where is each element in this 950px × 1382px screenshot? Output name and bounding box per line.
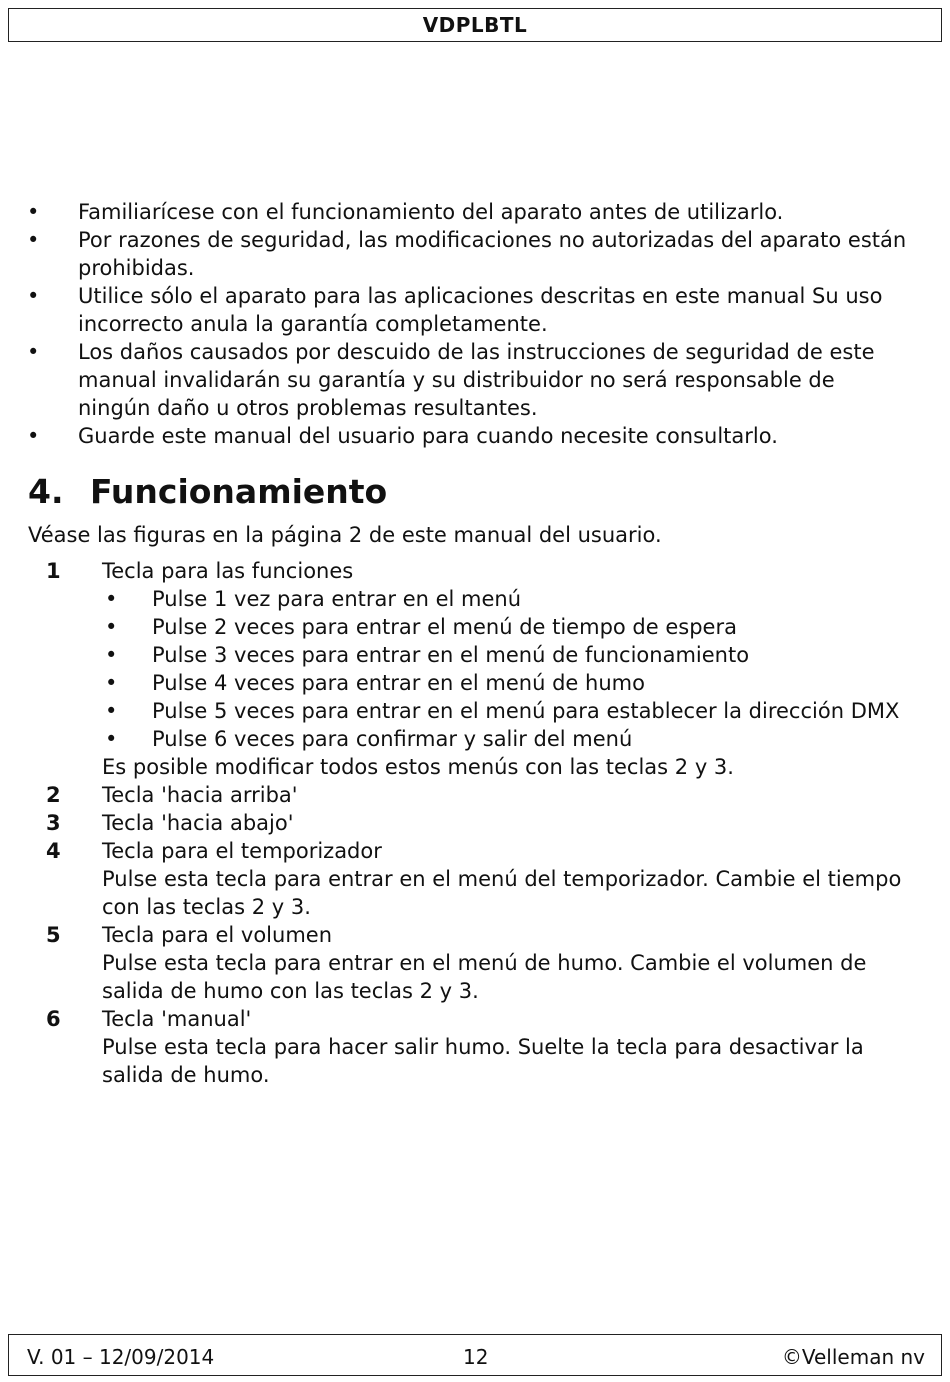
bullet-icon: • [105,671,118,695]
item-number: 2 [46,783,61,807]
item-number: 6 [46,1007,61,1031]
bullet-icon: • [27,424,40,448]
item-number: 5 [46,923,61,947]
list-item [0,781,902,809]
bullet-item: • Utilice sólo el aparato para las aplicaciones descritas en este manual Su uso incorrecto anula la garantía completamente. [27,284,883,336]
bullet-icon: • [105,699,118,723]
footer-copyright: ©Velleman nv [781,1345,925,1369]
sub-bullet-item: • Pulse 6 veces para confirmar y salir del menú [105,727,633,751]
section-heading [28,472,387,512]
sub-bullet-item: • Pulse 3 veces para entrar en el menú de funcionamiento [105,643,750,667]
section-intro: Véase las figuras en la página 2 de este manual del usuario. [28,523,662,547]
item-description: Pulse esta tecla para hacer salir humo. Suelte la tecla para desactivar la salida de humo. [102,1035,864,1087]
item-number: 3 [46,811,61,835]
key-description-list [0,557,950,1089]
bullet-icon: • [27,228,40,252]
footer-version: V. 01 – 12/09/2014 [27,1345,215,1369]
sub-bullet-item: • Pulse 1 vez para entrar en el menú [105,587,522,611]
item-number: 1 [46,559,61,583]
item-description: Pulse esta tecla para entrar en el menú del temporizador. Cambie el tiempo con las teclas 2 y 3. [102,867,902,919]
bullet-icon: • [27,340,40,364]
list-item [0,837,902,921]
bullet-item: • Familiarícese con el funcionamiento del aparato antes de utilizarlo. [27,200,784,224]
item-note: Es posible modificar todos estos menús con las teclas 2 y 3. [102,755,734,779]
document-title: VDPLBTL [422,13,528,37]
bullet-item: • Por razones de seguridad, las modificaciones no autorizadas del aparato están prohibidas. [27,228,907,280]
bullet-icon: • [105,587,118,611]
page-footer [8,1334,942,1376]
list-item [0,1005,902,1089]
sub-bullet-item: • Pulse 2 veces para entrar el menú de tiempo de espera [105,615,737,639]
item-title: Tecla 'hacia arriba' [102,783,298,807]
bullet-icon: • [27,284,40,308]
bullet-icon: • [105,643,118,667]
list-item [0,921,902,1005]
bullet-item: • Los daños causados por descuido de las instrucciones de seguridad de este manual invalidarán su garantía y su distribuidor no será responsable de ningún daño u otros problemas resultantes. [27,340,875,420]
item-description: Pulse esta tecla para entrar en el menú de humo. Cambie el volumen de salida de humo con las teclas 2 y 3. [102,951,867,1003]
bullet-icon: • [27,200,40,224]
item-title: Tecla 'manual' [102,1007,252,1031]
list-item [0,809,902,837]
item-title: Tecla para las funciones [102,559,354,583]
item-number: 4 [46,839,61,863]
section-title: Funcionamiento [90,472,388,511]
section-number: 4. [28,472,64,511]
page-header [8,8,942,42]
bullet-icon: • [105,615,118,639]
item-title: Tecla para el volumen [102,923,333,947]
bullet-icon: • [105,727,118,751]
list-item [0,557,902,781]
item-title: Tecla para el temporizador [102,839,382,863]
bullet-item: • Guarde este manual del usuario para cuando necesite consultarlo. [27,424,778,448]
item-title: Tecla 'hacia abajo' [102,811,294,835]
safety-bullet-list [0,198,950,450]
sub-bullet-item: • Pulse 4 veces para entrar en el menú de humo [105,671,645,695]
footer-page-number: 12 [463,1345,489,1369]
sub-bullet-item: • Pulse 5 veces para entrar en el menú para establecer la dirección DMX [105,699,900,723]
